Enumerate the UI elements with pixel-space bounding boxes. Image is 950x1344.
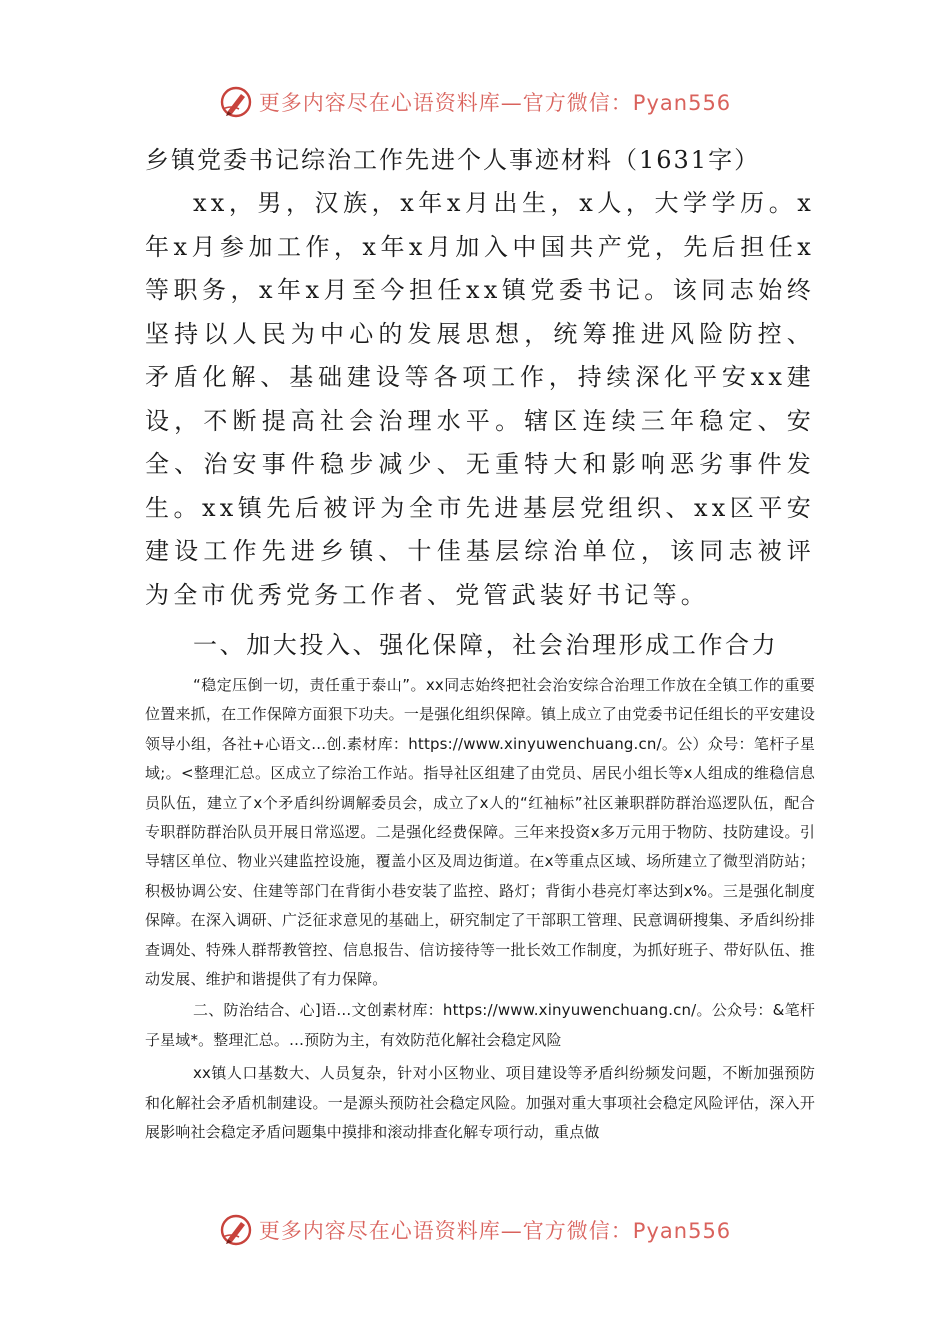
watermark-banner-top	[0, 82, 950, 122]
document-body	[145, 138, 815, 1148]
section-heading-2: 二、防治结合、心]语…文创素材库：https://www.xinyuwenchuang.cn/。公众号：&笔杆子星域*。整理汇总。…预防为主，有效防范化解社会稳定风险	[145, 1001, 815, 1049]
watermark-banner-bottom	[0, 1210, 950, 1250]
section2-paragraph: xx镇人口基数大、人员复杂，针对小区物业、项目建设等矛盾纠纷频发问题，不断加强预防和化解社会矛盾机制建设。一是源头预防社会稳定风险。加强对重大事项社会稳定风险评估，深入开展影响社会稳定矛盾问题集中摸排和滚动排查化解专项行动，重点做	[145, 1064, 815, 1142]
pen-logo-icon	[219, 1213, 253, 1247]
document-title: 乡镇党委书记综治工作先进个人事迹材料（1631字）	[145, 146, 761, 174]
watermark-text: 更多内容尽在心语资料库—官方微信：Pyan556	[258, 91, 732, 115]
pen-logo-icon	[219, 85, 253, 119]
watermark-text: 更多内容尽在心语资料库—官方微信：Pyan556	[258, 1219, 732, 1243]
section-heading-1: 一、加大投入、强化保障，社会治理形成工作合力	[193, 631, 779, 659]
intro-paragraph: xx，男，汉族，x年x月出生，x人，大学学历。x年x月参加工作，x年x月加入中国共产党，先后担任x等职务，x年x月至今担任xx镇党委书记。该同志始终坚持以人民为中心的发展思想，统筹推进风险防控、矛盾化解、基础建设等各项工作，持续深化平安xx建设，不断提高社会治理水平。辖区连续三年稳定、安全、治安事件稳步减少、无重特大和影响恶劣事件发生。xx镇先后被评为全市先进基层党组织、xx区平安建设工作先进乡镇、十佳基层综治单位，该同志被评为全市优秀党务工作者、党管武装好书记等。	[145, 189, 815, 609]
section1-paragraph: “稳定压倒一切，责任重于泰山”。xx同志始终把社会治安综合治理工作放在全镇工作的重要位置来抓，在工作保障方面狠下功夫。一是强化组织保障。镇上成立了由党委书记任组长的平安建设领导小组，各社+心语文…创.素材库：https://www.xinyuwenchuang.cn/。公）众号：笔杆子星域;。<整理汇总。区成立了综治工作站。指导社区组建了由党员、居民小组长等x人组成的维稳信息员队伍，建立了x个矛盾纠纷调解委员会，成立了x人的“红袖标”社区兼职群防群治巡逻队伍，配合专职群防群治队员开展日常巡逻。二是强化经费保障。三年来投资x多万元用于物防、技防建设。引导辖区单位、物业兴建监控设施，覆盖小区及周边街道。在x等重点区域、场所建立了微型消防站；积极协调公安、住建等部门在背街小巷安装了监控、路灯；背街小巷亮灯率达到x%。三是强化制度保障。在深入调研、广泛征求意见的基础上，研究制定了干部职工管理、民意调研搜集、矛盾纠纷排查调处、特殊人群帮教管控、信息报告、信访接待等一批长效工作制度，为抓好班子、带好队伍、推动发展、维护和谐提供了有力保障。	[145, 676, 815, 989]
